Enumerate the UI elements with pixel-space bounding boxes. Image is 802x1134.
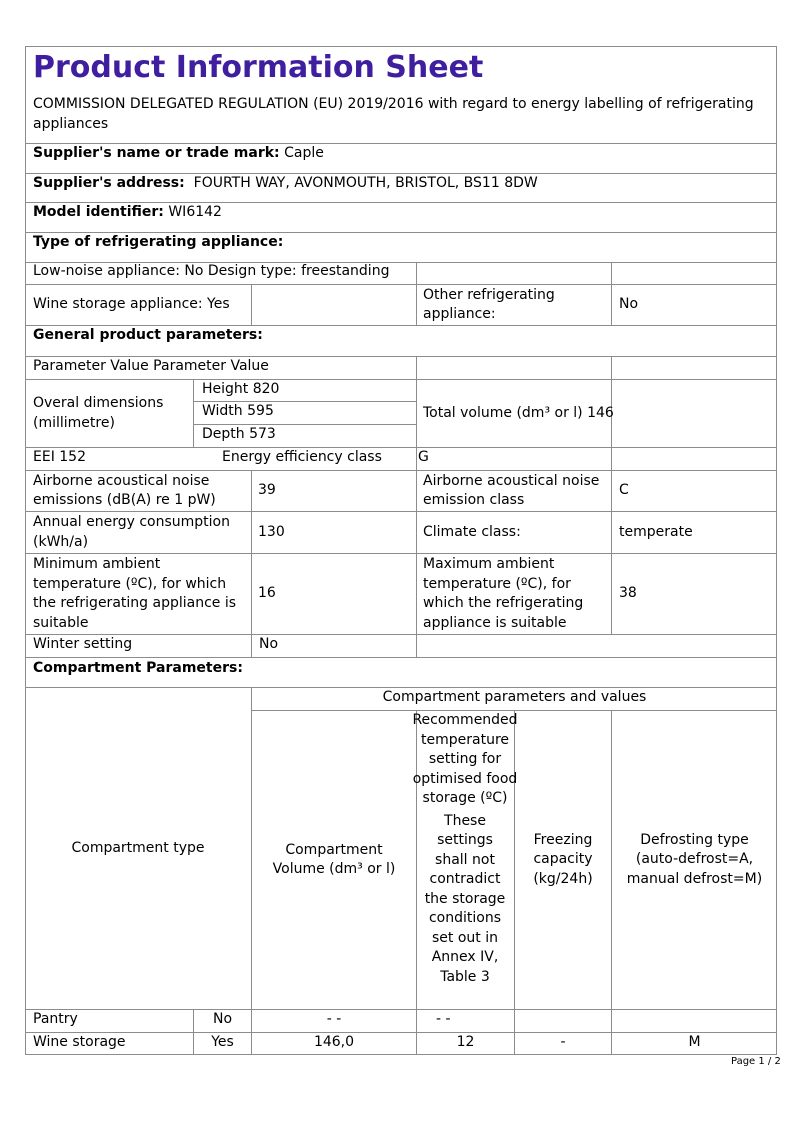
row-wine-storage-present: Yes <box>211 1034 234 1050</box>
divider <box>611 262 612 325</box>
annual-energy-label: Annual energy consumption (kWh/a) <box>33 514 230 550</box>
divider <box>25 657 777 658</box>
compartment-heading: Compartment Parameters: <box>33 660 243 676</box>
divider <box>416 262 417 325</box>
min-ambient-value: 16 <box>258 585 276 602</box>
col-temp-line-2: These settings shall not contradict the storage conditions set out in Annex IV, Table 3 <box>424 812 506 985</box>
compartment-params-header: Compartment parameters and values <box>382 689 647 705</box>
col-compartment-volume-text: Compartment Volume (dm³ or l) <box>272 841 396 877</box>
dimension-depth: Depth 573 <box>202 426 276 442</box>
col-compartment-volume <box>252 711 416 1009</box>
other-refrigerating-label: Other refrigerating appliance: <box>423 286 555 322</box>
supplier-name-row <box>33 144 324 164</box>
col-freezing-capacity <box>515 711 611 1009</box>
col-defrost-text: Defrosting type (auto-defrost=A, manual defrost=M) <box>626 831 763 887</box>
supplier-address-row <box>33 174 538 194</box>
divider <box>416 634 417 657</box>
climate-class-value: temperate <box>619 523 693 540</box>
col-temp-line-1: Recommended temperature setting for optimised food storage (ºC) <box>412 712 518 806</box>
min-ambient-label: Minimum ambient temperature (ºC), for which the refrigerating appliance is suitable <box>33 556 237 631</box>
parameter-header: Parameter Value Parameter Value <box>33 358 269 374</box>
row-wine-storage-volume: 146,0 <box>313 1034 355 1050</box>
page-title: Product Information Sheet <box>33 50 484 85</box>
divider <box>251 284 252 325</box>
row-pantry-temp: - - <box>436 1011 451 1027</box>
divider <box>251 470 252 657</box>
page-number: Page 1 / 2 <box>731 1056 781 1067</box>
row-wine-storage-type: Wine storage <box>33 1034 126 1050</box>
wine-storage-appliance: Wine storage appliance: Yes <box>33 296 230 313</box>
model-value: WI6142 <box>168 204 222 220</box>
divider <box>416 470 417 634</box>
supplier-address-label: Supplier's address: <box>33 175 185 191</box>
model-label: Model identifier: <box>33 204 164 220</box>
row-wine-storage-defrost: M <box>688 1034 701 1050</box>
model-row <box>33 203 222 223</box>
row-pantry-volume: - - <box>326 1011 342 1027</box>
dimension-height: Height 820 <box>202 381 280 397</box>
noise-emissions-value: 39 <box>258 482 276 499</box>
dimension-width: Width 595 <box>202 403 274 419</box>
row-wine-storage-freezing: - <box>560 1034 566 1050</box>
other-refrigerating-value: No <box>619 296 639 313</box>
low-noise-text: Low-noise appliance: No Design type: freestanding <box>33 263 390 279</box>
noise-class-value: C <box>619 482 629 499</box>
eei-value: EEI 152 <box>33 449 86 465</box>
divider <box>25 447 777 448</box>
energy-class-value: G <box>418 449 429 465</box>
supplier-name-label: Supplier's name or trade mark: <box>33 145 280 161</box>
col-recommended-temperature <box>412 711 518 987</box>
regulation-text: COMMISSION DELEGATED REGULATION (EU) 2019/2016 with regard to energy labelling of refrigerating appliances <box>33 96 754 132</box>
noise-class-label: Airborne acoustical noise emission class <box>423 472 600 508</box>
energy-class-label: Energy efficiency class <box>222 449 382 465</box>
total-volume: Total volume (dm³ or l) 146 <box>423 404 614 421</box>
dimensions-label: Overal dimensions (millimetre) <box>33 395 164 431</box>
divider <box>193 379 194 447</box>
winter-setting-value: No <box>259 636 279 652</box>
col-freezing-text: Freezing capacity (kg/24h) <box>533 831 593 887</box>
general-heading: General product parameters: <box>33 327 263 343</box>
divider <box>25 634 777 635</box>
noise-emissions-label: Airborne acoustical noise emissions (dB(A) re 1 pW) <box>33 472 216 508</box>
row-pantry-present: No <box>212 1011 233 1027</box>
information-sheet <box>25 46 777 1055</box>
divider <box>611 470 612 634</box>
winter-setting-label: Winter setting <box>33 636 133 652</box>
col-defrosting-type <box>612 711 777 1009</box>
max-ambient-value: 38 <box>619 585 637 602</box>
climate-class-label: Climate class: <box>423 523 521 540</box>
annual-energy-value: 130 <box>258 523 285 540</box>
supplier-address-value: FOURTH WAY, AVONMOUTH, BRISTOL, BS11 8DW <box>193 175 538 191</box>
row-pantry-type: Pantry <box>33 1011 78 1027</box>
row-wine-storage-temp: 12 <box>456 1034 475 1050</box>
divider <box>416 356 417 470</box>
supplier-name-value: Caple <box>284 145 324 161</box>
max-ambient-label: Maximum ambient temperature (ºC), for which the refrigerating appliance is suitable <box>423 556 584 631</box>
type-heading: Type of refrigerating appliance: <box>33 234 284 250</box>
col-compartment-type: Compartment type <box>71 839 205 856</box>
